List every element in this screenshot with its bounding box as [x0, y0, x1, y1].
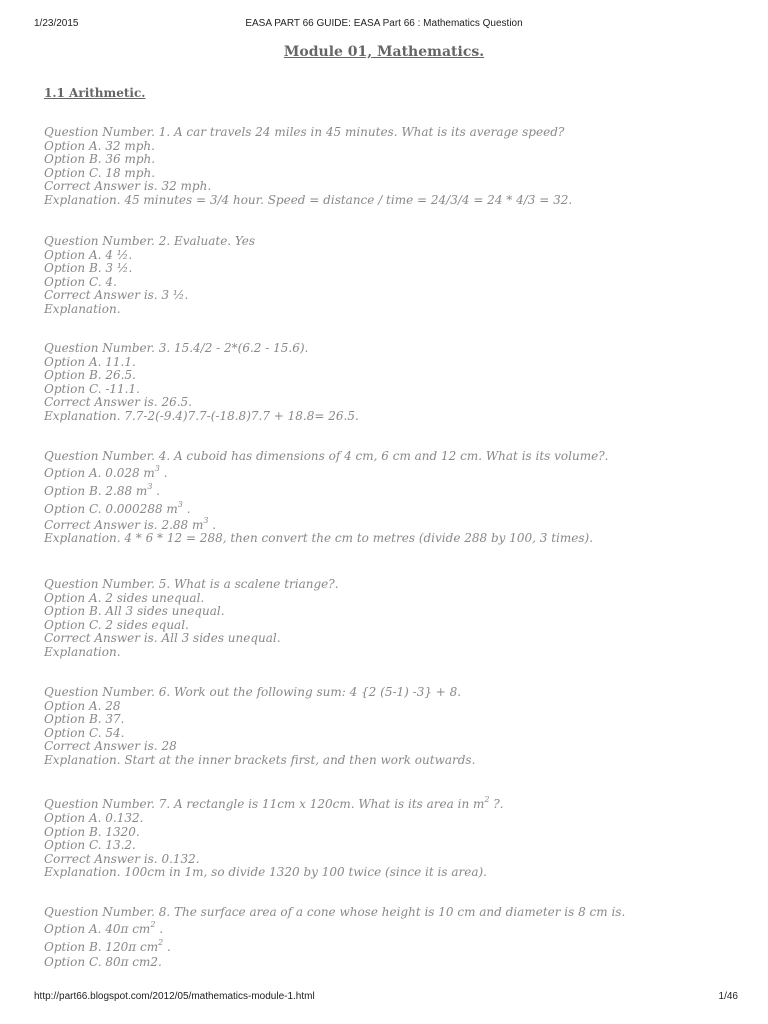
question-text: Question Number. 7. A rectangle is 11cm x 120cm. What is its area in $m^2$ ?.	[44, 795, 504, 811]
option-c: Option C. -11.1.	[44, 381, 140, 396]
correct-answer: Correct Answer is. 2.88 $m^3$ .	[44, 515, 217, 532]
option-c: Option C. 0.000288 $m^3$ .	[44, 499, 191, 516]
option-b: Option B. 37.	[44, 712, 125, 726]
document-title: Module 01, Mathematics.	[283, 44, 485, 60]
correct-answer: Correct Answer is. 0.132.	[44, 851, 200, 866]
option-b: Option B. 1320.	[44, 824, 140, 839]
explanation: Explanation. 100cm in 1m, so divide 1320 by 100 twice (since it is area).	[44, 865, 487, 879]
print-date: 1/23/2015	[34, 18, 79, 29]
option-c: Option C. 4.	[44, 274, 117, 289]
correct-answer: Correct Answer is. 32 mph.	[44, 179, 212, 193]
option-a: Option A. 0.132.	[44, 811, 144, 825]
question-text: Question Number. 5. What is a scalene triange?.	[44, 577, 339, 591]
question-block	[44, 578, 744, 659]
print-title: EASA PART 66 GUIDE: EASA Part 66 : Mathematics Question	[245, 18, 523, 29]
correct-answer: Correct Answer is. 26.5.	[44, 395, 192, 409]
option-b: Option B. 36 mph.	[44, 152, 156, 166]
option-c: Option C. 18 mph.	[44, 165, 156, 180]
option-c: Option C. 2 sides equal.	[44, 617, 189, 632]
option-a: Option A. 11.1.	[44, 354, 136, 369]
question-block	[44, 342, 744, 423]
option-c: Option C. 13.2.	[44, 838, 136, 852]
correct-answer: Correct Answer is. 3 ½.	[44, 288, 189, 302]
question-text: Question Number. 8. The surface area of a cone whose height is 10 cm and diameter is 8 cm is.	[44, 905, 626, 919]
option-a: Option A. 4 ½.	[44, 247, 133, 262]
option-b: Option B. 2.88 $m^3$ .	[44, 481, 161, 498]
page-header	[0, 18, 768, 32]
question-block	[44, 796, 744, 880]
page-number: 1/46	[718, 991, 738, 1002]
explanation: Explanation.	[44, 301, 121, 316]
explanation: Explanation. 45 minutes = 3/4 hour. Speed = distance / time = 24/3/4 = 24 * 4/3 = 32.	[44, 192, 573, 207]
section-heading: 1.1 Arithmetic.	[44, 86, 146, 100]
question-text: Question Number. 1. A car travels 24 miles in 45 minutes. What is its average speed?	[44, 125, 565, 139]
option-b: Option B. All 3 sides unequal.	[44, 604, 225, 618]
question-text: Question Number. 2. Evaluate. Yes	[44, 234, 256, 248]
explanation: Explanation.	[44, 644, 121, 659]
question-block	[44, 126, 744, 207]
question-text: Question Number. 4. A cuboid has dimensions of 4 cm, 6 cm and 12 cm. What is its volume?.	[44, 449, 609, 463]
option-c: Option C. 54.	[44, 725, 125, 740]
question-block	[44, 906, 744, 969]
question-block	[44, 235, 744, 316]
question-block	[44, 686, 744, 767]
page-footer	[0, 991, 768, 1005]
explanation: Explanation. Start at the inner brackets first, and then work outwards.	[44, 752, 476, 767]
option-a: Option A. 40π $cm^2$ .	[44, 919, 164, 936]
option-a: Option A. 28	[44, 698, 121, 713]
footer-url[interactable]: http://part66.blogspot.com/2012/05/mathematics-module-1.html	[34, 991, 315, 1002]
option-b: Option B. 120π $cm^2$ .	[44, 937, 171, 954]
option-a: Option A. 2 sides unequal.	[44, 590, 205, 605]
explanation: Explanation. 7.7-2(-9.4)7.7-(-18.8)7.7 + 18.8= 26.5.	[44, 408, 359, 423]
option-b: Option B. 3 ½.	[44, 261, 133, 275]
question-text: Question Number. 6. Work out the following sum: 4 {2 (5-1) -3} + 8.	[44, 685, 462, 699]
option-b: Option B. 26.5.	[44, 368, 136, 382]
question-block	[44, 450, 744, 545]
option-a: Option A. 32 mph.	[44, 138, 155, 153]
option-c: Option C. 80π cm2.	[44, 954, 162, 969]
correct-answer: Correct Answer is. 28	[44, 739, 177, 753]
option-a: Option A. 0.028 $m^3$ .	[44, 463, 168, 480]
question-text: Question Number. 3. 15.4/2 - 2*(6.2 - 15.6).	[44, 341, 309, 355]
correct-answer: Correct Answer is. All 3 sides unequal.	[44, 631, 281, 645]
explanation: Explanation. 4 * 6 * 12 = 288, then convert the cm to metres (divide 288 by 100, 3 times).	[44, 530, 594, 545]
